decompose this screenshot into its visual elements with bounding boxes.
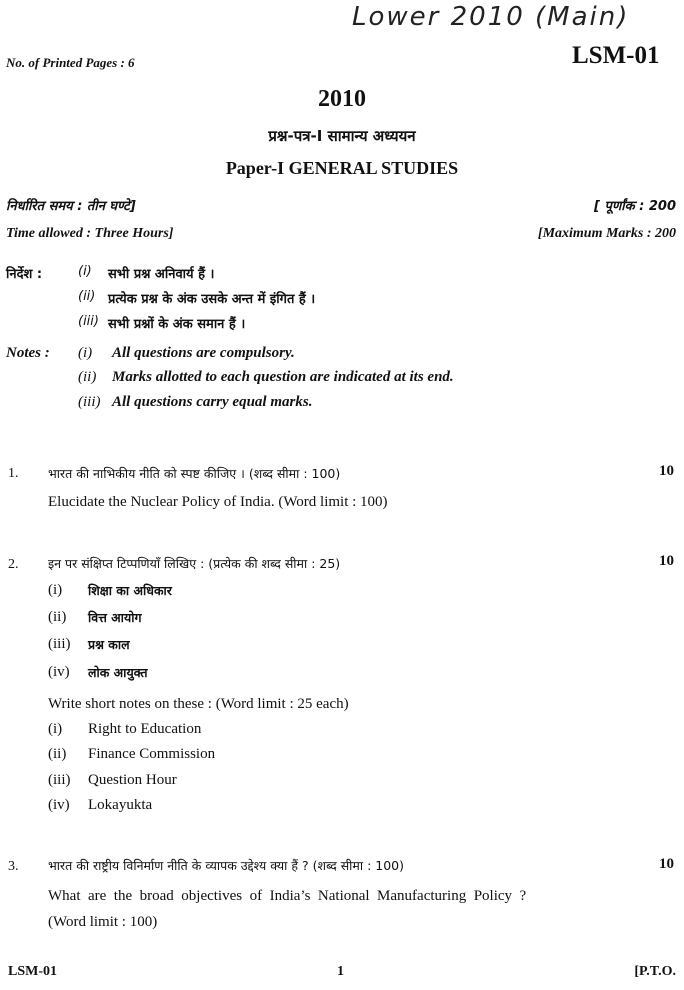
pto-label: [P.T.O. <box>634 964 676 979</box>
question-hindi: भारत की नाभिकीय नीति को स्पष्ट कीजिए । (शब्द सीमा : 100) <box>48 466 341 481</box>
marks-hindi: [ पूर्णांक : 200 <box>594 199 676 214</box>
sub-item-english: Question Hour <box>88 772 177 788</box>
notes-label: Notes : <box>6 345 50 361</box>
instruction-hindi-text: सभी प्रश्नों के अंक समान हैं । <box>108 317 246 332</box>
title-english: Paper-I GENERAL STUDIES <box>225 158 459 178</box>
sub-item-num: (iv) <box>48 664 70 680</box>
note-text: Marks allotted to each question are indicated at its end. <box>112 369 454 385</box>
sub-item-num: (ii) <box>48 746 67 762</box>
instruction-hindi-text: सभी प्रश्न अनिवार्य हैं । <box>108 267 215 282</box>
sub-item-num: (i) <box>48 721 63 737</box>
sub-item-english: Right to Education <box>88 721 202 737</box>
question-number: 1. <box>8 466 19 481</box>
sub-item-num: (iv) <box>48 797 70 813</box>
question-marks: 10 <box>659 553 674 569</box>
instruction-hindi-num: (ii) <box>78 289 96 304</box>
handwritten-note: Lower 2010 (Main) <box>352 2 630 32</box>
question-marks: 10 <box>659 463 674 479</box>
question-number: 2. <box>8 557 19 572</box>
question-marks: 10 <box>659 856 674 872</box>
footer-code: LSM-01 <box>8 964 57 979</box>
question-english: What are the broad objectives of India’s National Manufacturing Policy ? <box>48 888 527 904</box>
note-num: (i) <box>78 345 93 361</box>
exam-year: 2010 <box>318 86 366 112</box>
printed-pages: No. of Printed Pages : 6 <box>6 55 135 70</box>
note-text: All questions carry equal marks. <box>112 394 313 410</box>
sub-item-hindi: शिक्षा का अधिकार <box>88 583 172 598</box>
sub-item-num: (iii) <box>48 636 71 652</box>
instruction-hindi-text: प्रत्येक प्रश्न के अंक उसके अन्त में इंगित हैं । <box>108 292 316 307</box>
question-english: Write short notes on these : (Word limit : 25 each) <box>48 696 349 712</box>
sub-item-hindi: प्रश्न काल <box>88 637 130 652</box>
time-english: Time allowed : Three Hours] <box>6 226 174 241</box>
question-english-continued: (Word limit : 100) <box>48 914 158 930</box>
paper-code: LSM-01 <box>572 42 660 69</box>
note-text: All questions are compulsory. <box>112 345 295 361</box>
page-number: 1 <box>337 964 344 979</box>
sub-item-num: (iii) <box>48 772 71 788</box>
note-num: (ii) <box>78 369 97 385</box>
sub-item-hindi: वित्त आयोग <box>88 610 142 625</box>
marks-english: [Maximum Marks : 200 <box>537 226 676 241</box>
note-num: (iii) <box>78 394 101 410</box>
time-hindi: निर्धारित समय : तीन घण्टे] <box>6 199 136 214</box>
instruction-hindi-num: (iii) <box>78 314 99 329</box>
instruction-hindi-num: (i) <box>78 264 92 279</box>
title-hindi: प्रश्न-पत्र-I सामान्य अध्ययन <box>268 127 416 145</box>
question-hindi: भारत की राष्ट्रीय विनिर्माण नीति के व्यापक उद्देश्य क्या हैं ? (शब्द सीमा : 100) <box>48 858 405 873</box>
sub-item-hindi: लोक आयुक्त <box>88 665 148 680</box>
question-number: 3. <box>8 859 19 874</box>
question-hindi: इन पर संक्षिप्त टिप्पणियाँ लिखिए : (प्रत्येक की शब्द सीमा : 25) <box>48 556 341 571</box>
question-english: Elucidate the Nuclear Policy of India. (Word limit : 100) <box>48 494 388 510</box>
sub-item-english: Lokayukta <box>88 797 153 813</box>
sub-item-num: (ii) <box>48 609 67 625</box>
instructions-hindi-label: निर्देश : <box>6 267 43 282</box>
sub-item-english: Finance Commission <box>88 746 216 762</box>
sub-item-num: (i) <box>48 582 63 598</box>
